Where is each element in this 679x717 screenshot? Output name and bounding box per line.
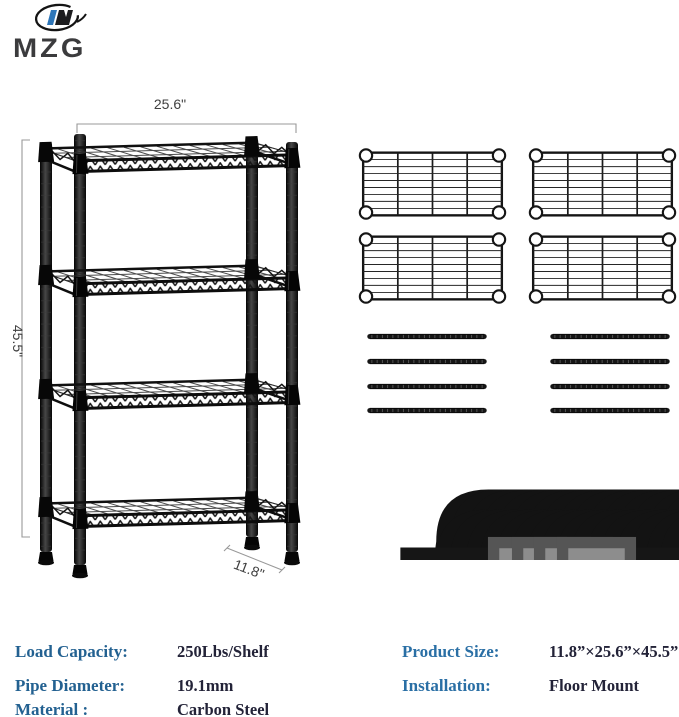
height-dimension-label: 45.5" (10, 324, 26, 358)
logo-m-dark-stroke (55, 10, 73, 25)
parts-poles (370, 334, 668, 412)
spec-pipe-diameter (15, 676, 233, 698)
depth-dimension-label: 11.8" (231, 555, 267, 583)
spec-load-capacity-value: 250Lbs/Shelf (177, 642, 269, 661)
spec-load-capacity (15, 642, 269, 664)
shelf-unit-render (15, 100, 325, 590)
spec-product-size-label: Product Size: (402, 642, 500, 661)
spec-product-size-value: 11.8”×25.6”×45.5” (549, 642, 679, 661)
parts-diagram (340, 130, 679, 560)
parts-shelves (360, 149, 675, 302)
logo-m-blue-stroke (47, 10, 57, 25)
spec-installation (402, 676, 639, 698)
spec-material (15, 700, 269, 717)
spec-pipe-diameter-label: Pipe Diameter: (15, 676, 125, 695)
spec-pipe-diameter-value: 19.1mm (177, 676, 234, 695)
spec-material-label: Material : (15, 700, 89, 717)
spec-installation-label: Installation: (402, 676, 491, 695)
spec-material-value: Carbon Steel (177, 700, 270, 717)
mzg-logo-text: MZG (13, 34, 87, 64)
mzg-logo-icon (33, 2, 89, 36)
spec-installation-value: Floor Mount (549, 676, 639, 695)
spec-load-capacity-label: Load Capacity: (15, 642, 128, 661)
spec-product-size (402, 642, 678, 664)
width-dimension-label: 25.6" (153, 96, 187, 112)
